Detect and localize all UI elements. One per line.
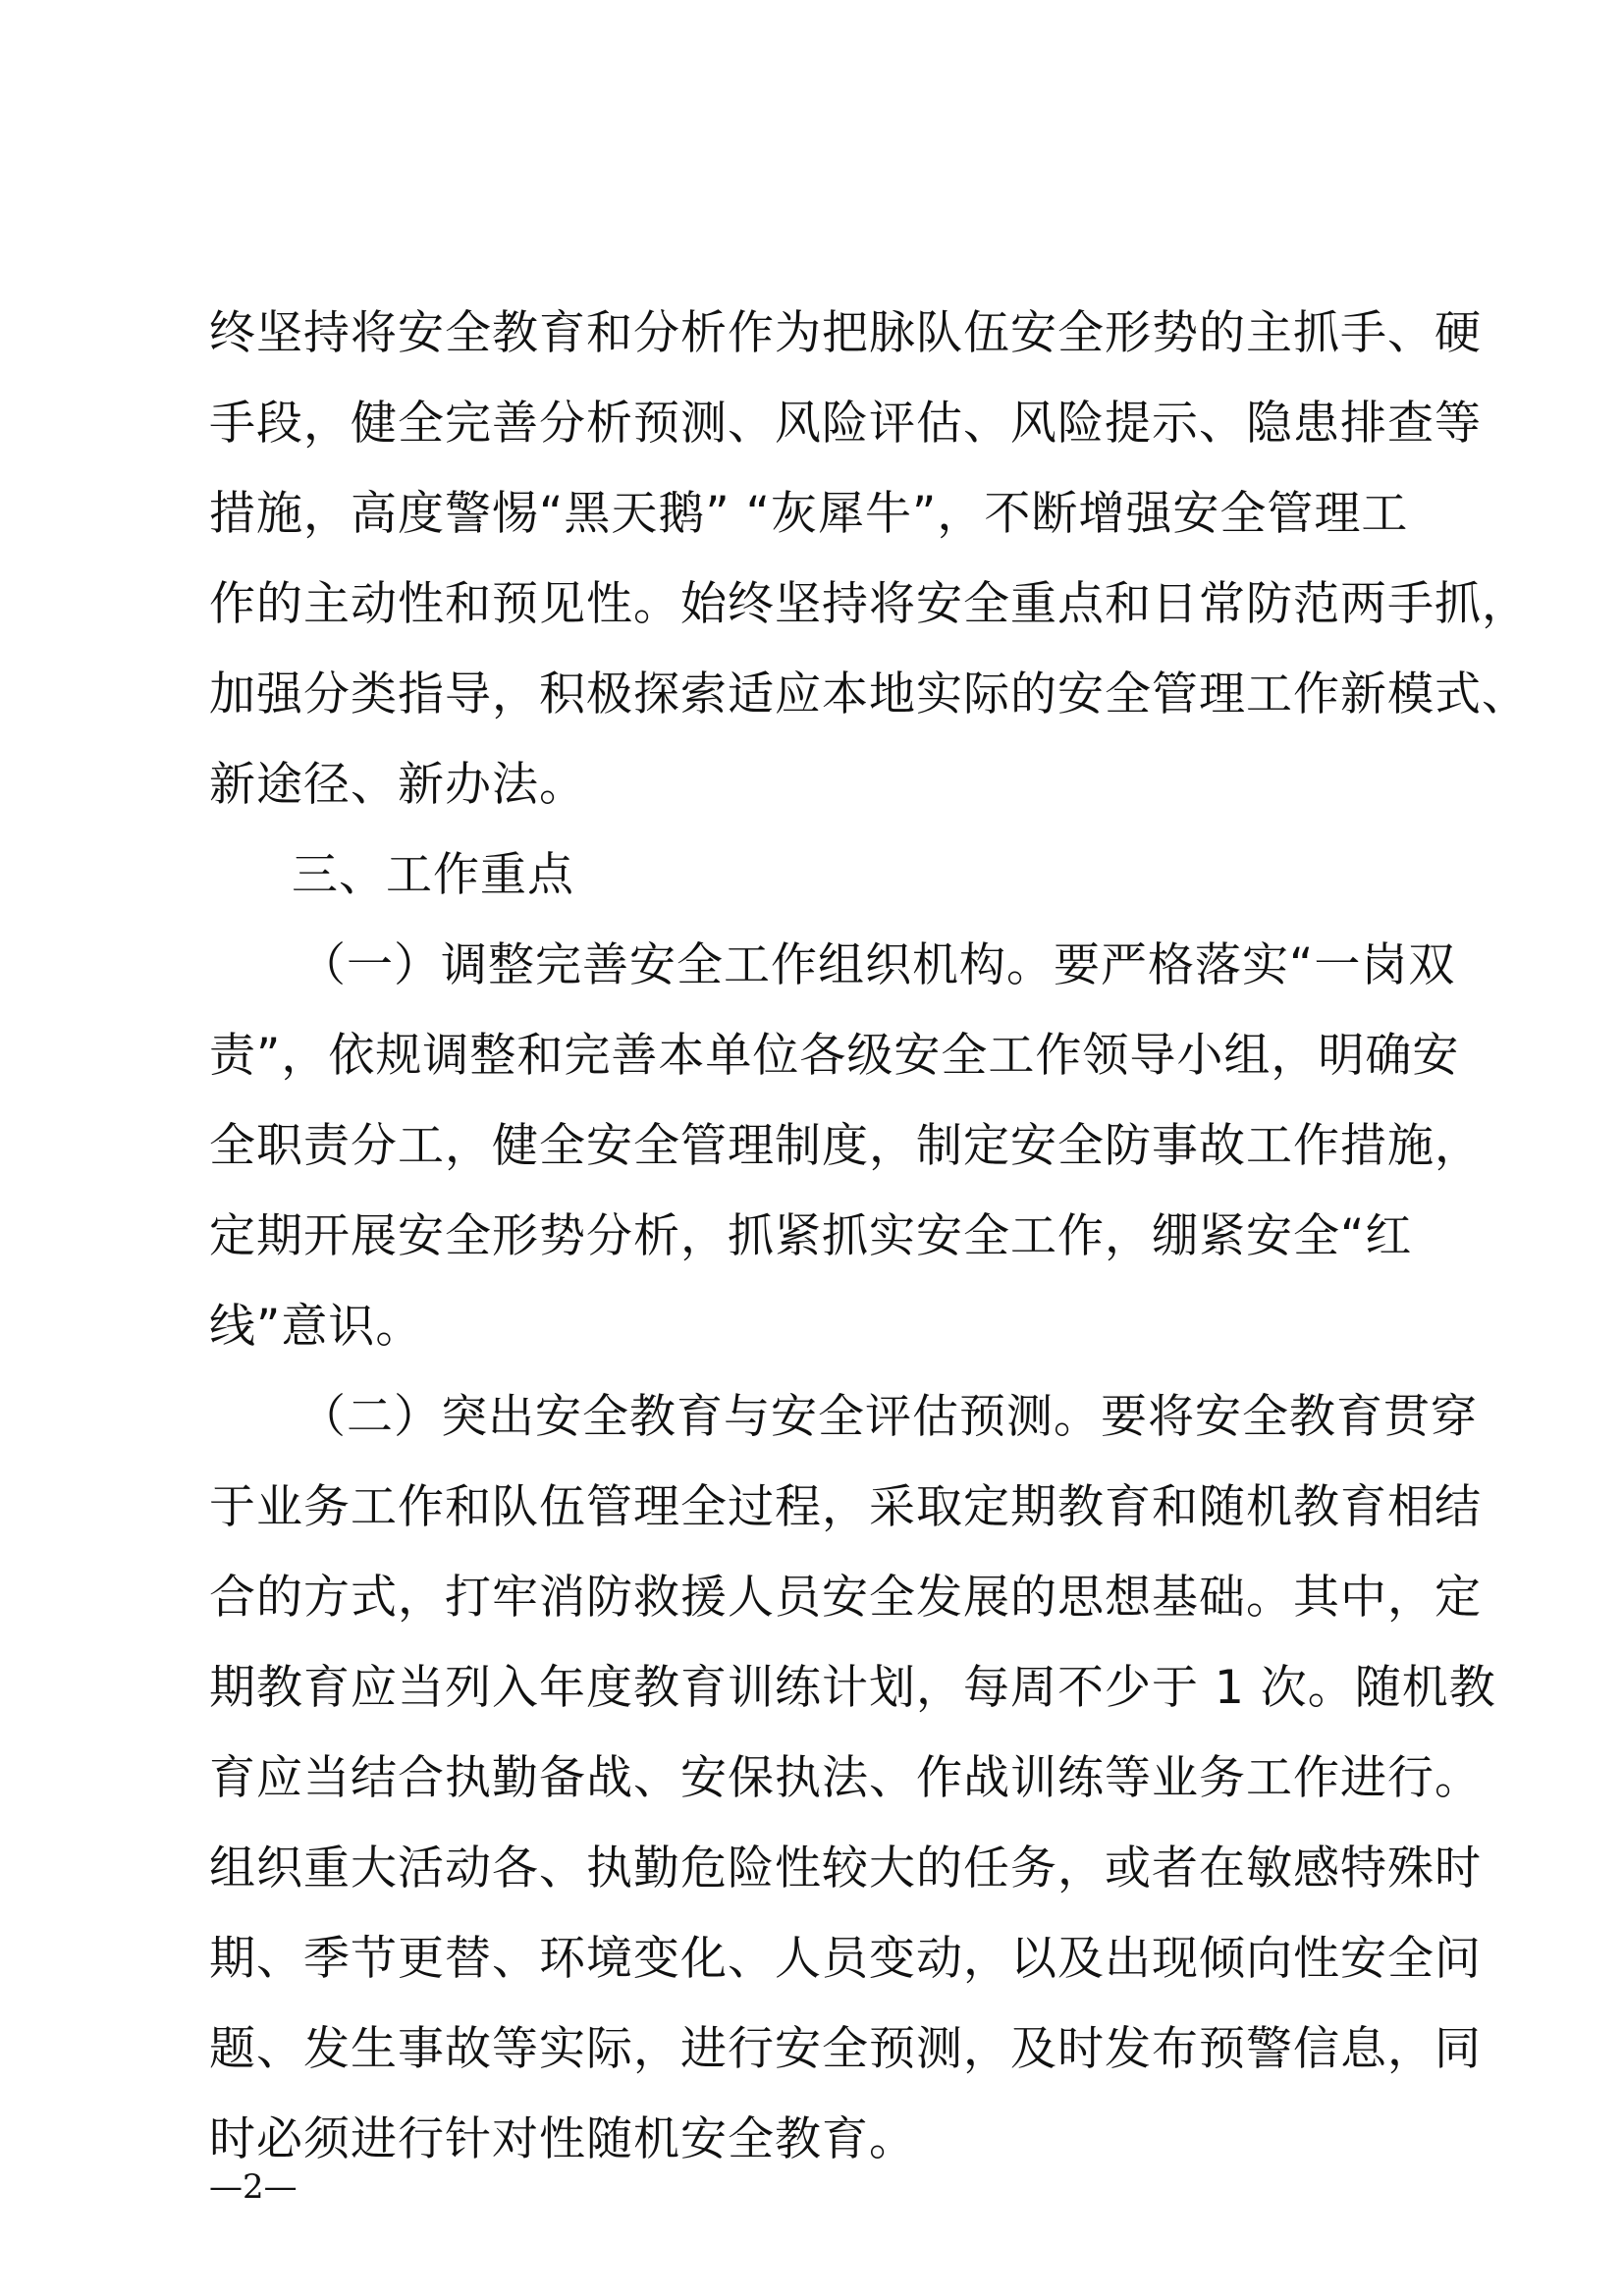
body-line: 责”，依规调整和完善本单位各级安全工作领导小组，明确安 (209, 1029, 1460, 1083)
body-line: 作的主动性和预见性。始终坚持将安全重点和日常防范两手抓， (209, 577, 1529, 631)
body-line: 合的方式，打牢消防救援人员安全发展的思想基础。其中，定 (209, 1571, 1482, 1625)
body-line: 期教育应当列入年度教育训练计划，每周不少于 1 次。随机教 (209, 1661, 1496, 1715)
body-line: 新途径、新办法。 (209, 758, 586, 812)
body-line: 期、季节更替、环境变化、人员变动，以及出现倾向性安全问 (209, 1932, 1482, 1986)
page-number: —2— (209, 2167, 298, 2207)
body-line: 题、发生事故等实际，进行安全预测，及时发布预警信息，同 (209, 2022, 1482, 2076)
subsection-heading: （二）突出安全教育与安全评估预测。要将安全教育贯穿 (299, 1390, 1478, 1444)
body-line: 定期开展安全形势分析，抓紧抓实安全工作，绷紧安全“红 (209, 1209, 1413, 1263)
body-line: 加强分类指导，积极探索适应本地实际的安全管理工作新模式、 (209, 667, 1529, 721)
body-line: 于业务工作和队伍管理全过程，采取定期教育和随机教育相结 (209, 1480, 1482, 1534)
body-line: 时必须进行针对性随机安全教育。 (209, 2112, 916, 2166)
body-line: 线”意识。 (209, 1300, 423, 1354)
body-line: 终坚持将安全教育和分析作为把脉队伍安全形势的主抓手、硬 (209, 306, 1482, 360)
body-line: 全职责分工，健全安全管理制度，制定安全防事故工作措施， (209, 1119, 1482, 1173)
section-heading: 三、工作重点 (292, 848, 574, 902)
body-line: 育应当结合执勤备战、安保执法、作战训练等业务工作进行。 (209, 1751, 1482, 1805)
body-line: 手段，健全完善分析预测、风险评估、风险提示、隐患排查等 (209, 397, 1482, 451)
body-line: 措施，高度警惕“黑天鹅” “灰犀牛”，不断增强安全管理工 (209, 487, 1409, 541)
body-line: 组织重大活动各、执勤危险性较大的任务，或者在敏感特殊时 (209, 1842, 1482, 1896)
subsection-heading: （一）调整完善安全工作组织机构。要严格落实“一岗双 (299, 938, 1456, 992)
